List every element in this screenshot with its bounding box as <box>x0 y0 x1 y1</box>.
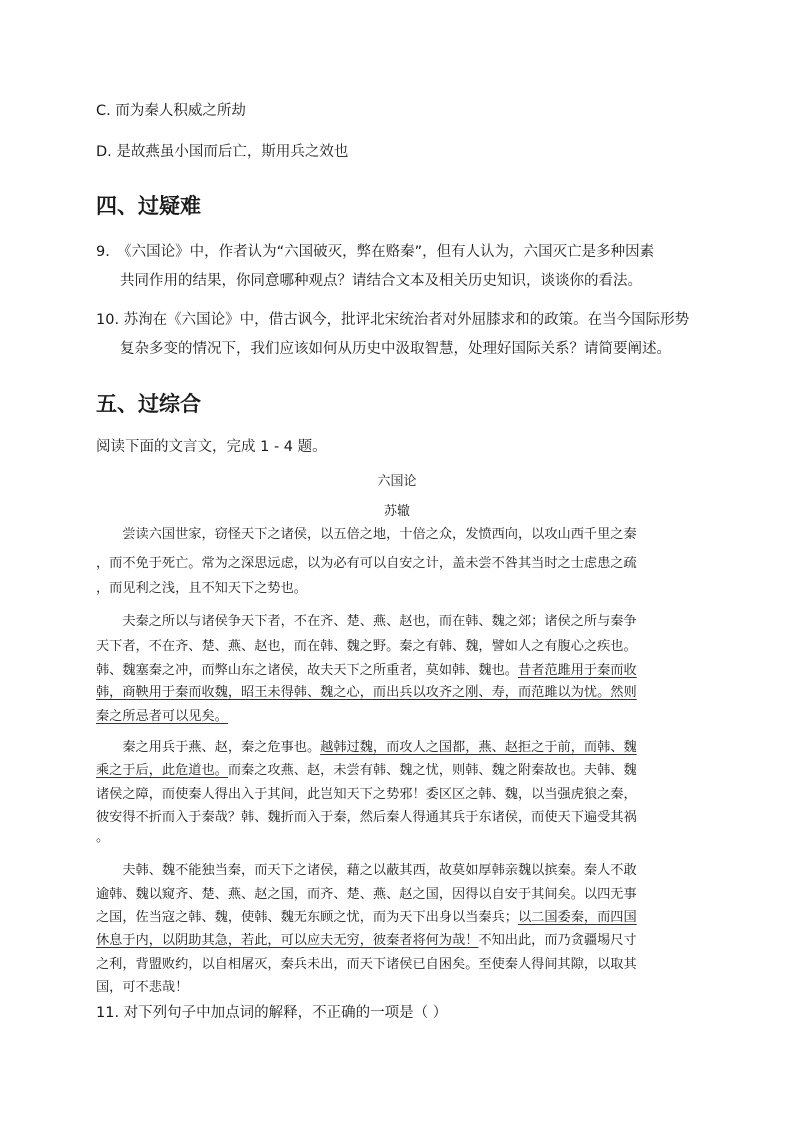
passage-text: 韩、魏塞秦之冲，而弊山东之诸侯，故夫天下之所重者，莫如韩、魏也。 <box>96 663 518 678</box>
passage-line <box>96 906 637 925</box>
underlined-sentence: 越韩过魏，而攻人之国都，燕、赵拒之于前，而韩、魏 <box>320 740 637 755</box>
passage-line: 彼安得不折而入于秦哉？韩、魏折而入于秦，然后秦人得通其兵于东诸侯，而使天下遍受其祸 <box>96 810 637 825</box>
passage-line <box>96 929 637 948</box>
question-10-line-2: 复杂多变的情况下，我们应该如何从历史中汲取智慧，处理好国际关系？请简要阐述。 <box>120 341 671 357</box>
option-c: C. 而为秦人积威之所劫 <box>96 103 246 119</box>
question-10-line-1: 10. 苏洵在《六国论》中，借古讽今，批评北宋统治者对外屈膝求和的政策。在当今国际形势 <box>96 312 690 328</box>
reading-intro: 阅读下面的文言文，完成 1 - 4 题。 <box>96 439 327 455</box>
passage-line: 逾韩、魏以窥齐、楚、燕、赵之国，而齐、楚、燕、赵之国，因得以自安于其间矣。以四无事 <box>96 887 637 902</box>
passage-line: ，而不免于死亡。常为之深思远虑，以为必有可以自安之计，盖未尝不咎其当时之士虑患之疏 <box>96 556 637 571</box>
passage-line: 夫秦之所以与诸侯争天下者，不在齐、楚、燕、赵也，而在韩、魏之郊；诸侯之所与秦争 <box>96 614 637 629</box>
passage-line: 诸侯之障，而使秦人得出入于其间，此岂知天下之势邪！委区区之韩、魏，以当强虎狼之秦， <box>96 787 637 802</box>
section-heading-4: 四、过疑难 <box>96 194 201 218</box>
passage-line: 尝读六国世家，窃怪天下之诸侯，以五倍之地，十倍之众，发愤西向，以攻山西千里之秦 <box>96 527 637 542</box>
passage-line: 夫韩、魏不能独当秦，而天下之诸侯，藉之以蔽其西，故莫如厚韩亲魏以摈秦。秦人不敢 <box>96 863 637 878</box>
passage-text: 不知出此，而乃贪疆埸尺寸 <box>478 933 637 948</box>
passage-line <box>96 659 637 678</box>
passage-text: 而秦之攻燕、赵，未尝有韩、魏之忧，则韩、魏之附秦故也。夫韩、魏 <box>227 763 637 778</box>
passage-line: ，而见利之浅，且不知天下之势也。 <box>96 581 307 596</box>
passage-line <box>96 736 637 755</box>
passage-text: 之国，佐当寇之韩、魏，使韩、魏无东顾之忧，而为天下出身以当秦兵； <box>96 910 518 925</box>
underlined-sentence: 昔者范雎用于秦而收 <box>518 663 637 678</box>
section-heading-5: 五、过综合 <box>96 392 201 416</box>
underlined-sentence: 以二国委秦，而四国 <box>518 910 637 925</box>
passage-line: 天下者，不在齐、楚、燕、赵也，而在韩、魏之野。秦之有韩、魏，譬如人之有腹心之疾也。 <box>96 639 637 654</box>
underlined-sentence: 休息于内，以阴助其急，若此，可以应夫无穷，彼秦者将何为哉！ <box>96 933 479 948</box>
passage-line: 之利，背盟败约，以自相屠灭，秦兵未出，而天下诸侯已自困矣。至使秦人得间其隙，以取其 <box>96 957 637 972</box>
passage-text: 秦之用兵于燕、赵，秦之危事也。 <box>96 740 321 755</box>
question-11: 11. 对下列句子中加点词的解释，不正确的一项是（ ） <box>96 1005 448 1021</box>
passage-author: 苏辙 <box>383 504 410 519</box>
underlined-passage-line: 韩，商鞅用于秦而收魏，昭王未得韩、魏之心，而出兵以攻齐之刚、寿，而范雎以为忧。然则 <box>96 685 637 700</box>
question-9-line-2: 共同作用的结果，你同意哪种观点？请结合文本及相关历史知识，谈谈你的看法。 <box>120 273 642 289</box>
passage-title: 六国论 <box>377 474 417 489</box>
question-9-line-1: 9. 《六国论》中，作者认为“六国破灭，弊在赂秦”，但有人认为，六国灭亡是多种因素 <box>96 244 655 260</box>
passage-line <box>96 759 637 778</box>
passage-line: 。 <box>96 830 110 845</box>
passage-line: 国，可不悲哉！ <box>96 980 189 995</box>
underlined-sentence: 乘之于后，此危道也。 <box>96 763 228 778</box>
option-d: D. 是故燕虽小国而后亡，斯用兵之效也 <box>96 144 349 160</box>
underlined-passage-line: 秦之所忌者可以见矣。 <box>96 709 228 724</box>
